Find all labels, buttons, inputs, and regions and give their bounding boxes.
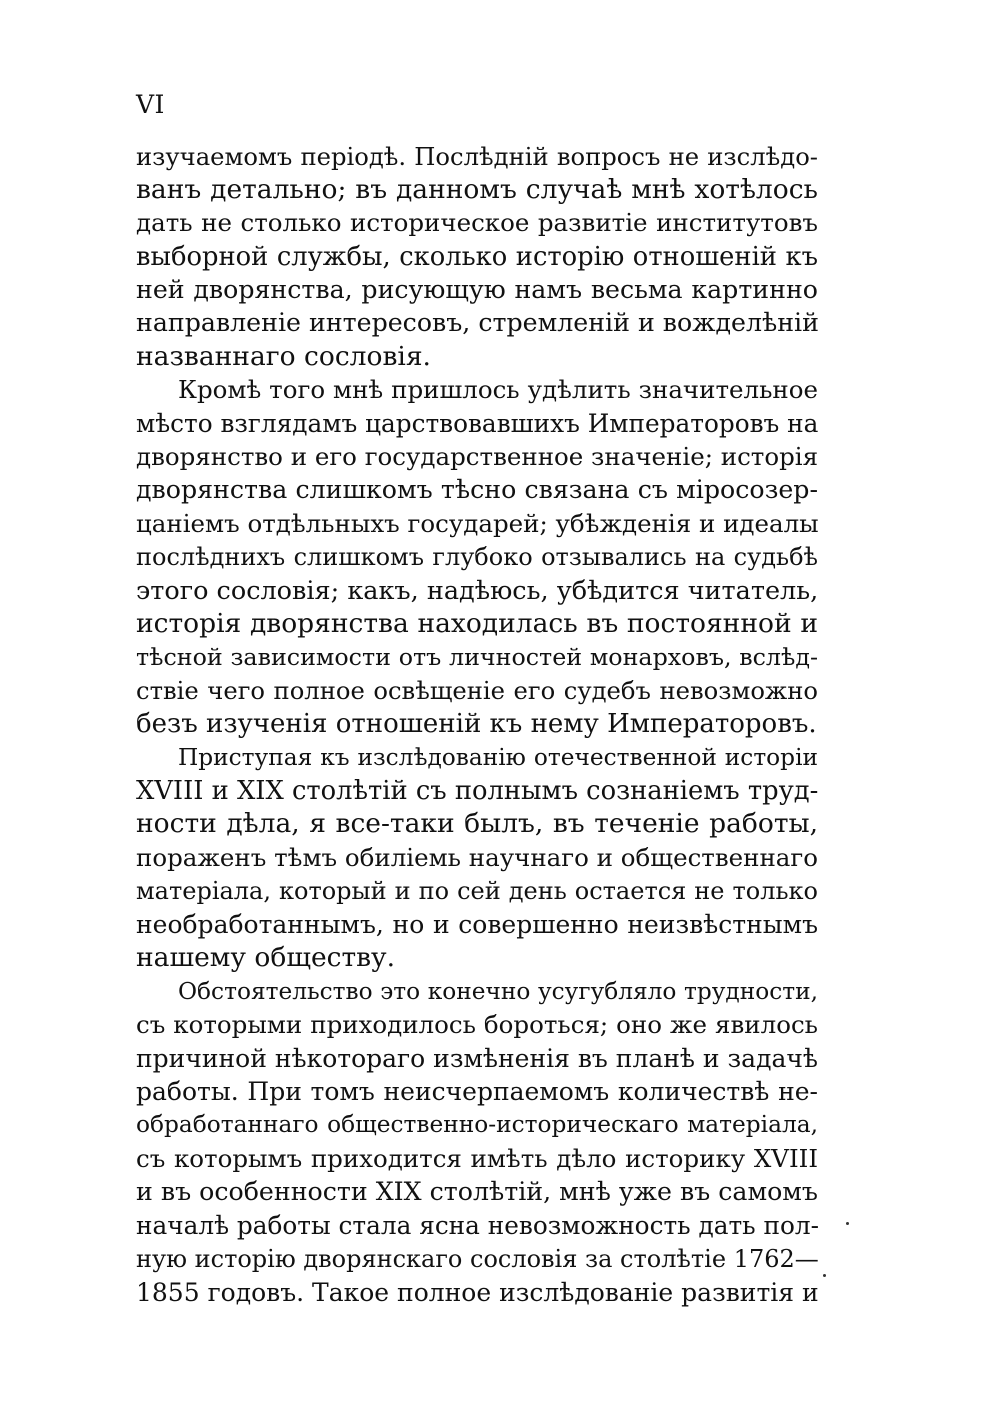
text-line: изучаемомъ періодѣ. Послѣдній вопросъ не изслѣдо-	[136, 142, 818, 171]
text-line: Приступая къ изслѣдованію отечественной исторіи	[178, 744, 818, 771]
text-line: 1855 годовъ. Такое полное изслѣдованіе развитія и	[136, 1278, 819, 1307]
text-line: матеріала, который и по сей день остается не только	[136, 877, 818, 905]
text-line: ствіе чего полное освѣщеніе его судебъ невозможно	[136, 676, 818, 705]
text-line: работы. При томъ неисчерпаемомъ количествѣ не-	[136, 1077, 818, 1106]
text-line: этого сословія; какъ, надѣюсь, убѣдится читатель,	[136, 576, 819, 606]
text-line: съ которымъ приходится имѣть дѣло историку XVIII	[136, 1144, 818, 1173]
text-line: дворянство и его государственное значеніе; исторія	[136, 442, 819, 471]
text-line: Кромѣ того мнѣ пришлось удѣлить значительное	[178, 375, 818, 404]
text-line: ней дворянства, рисующую намъ весьма картинно	[136, 275, 818, 304]
scan-speck	[823, 1274, 826, 1277]
text-line: цаніемъ отдѣльныхъ государей; убѣжденія и идеалы	[136, 509, 819, 538]
text-line: Обстоятельство это конечно усугубляло трудности,	[178, 978, 818, 1005]
text-line: ности дѣла, я все-таки былъ, въ теченіе работы,	[136, 808, 818, 839]
text-line: пораженъ тѣмъ обиліемь научнаго и общественнаго	[136, 843, 818, 872]
text-line: названнаго сословія.	[136, 341, 431, 372]
text-line: направленіе интересовъ, стремленій и вожделѣній	[136, 308, 819, 337]
text-line: дворянства слишкомъ тѣсно связана съ міросозер-	[136, 475, 818, 504]
text-line: дать не столько историческое развитіе институтовъ	[136, 208, 818, 237]
text-line: началѣ работы стала ясна невозможность дать пол-	[136, 1211, 819, 1240]
text-line: мѣсто взглядамъ царствовавшихъ Императоровъ на	[136, 409, 819, 438]
text-line: выборной службы, сколько исторію отношеній къ	[136, 242, 818, 272]
text-line: ную исторію дворянскаго сословія за столѣтіе 1762—	[136, 1245, 819, 1273]
text-line: тѣсной зависимости отъ личностей монарховъ, вслѣд-	[136, 643, 818, 671]
text-line: нашему обществу.	[136, 942, 396, 973]
text-line: исторія дворянства находилась въ постоянной и	[136, 608, 818, 639]
scan-speck	[846, 1222, 849, 1225]
text-line: ванъ детально; въ данномъ случаѣ мнѣ хотѣлось	[136, 174, 818, 205]
text-line: XVIII и XIX столѣтій съ полнымъ сознаніемъ труд-	[136, 776, 819, 806]
text-line: послѣднихъ слишкомъ глубоко отзывались на судьбѣ	[136, 543, 818, 571]
text-line: безъ изученія отношеній къ нему Императоровъ.	[136, 709, 817, 739]
text-line: причиной нѣкотораго измѣненія въ планѣ и задачѣ	[136, 1044, 818, 1073]
page-number: VI	[136, 90, 165, 119]
text-line: обработаннаго общественно-историческаго матеріала,	[136, 1111, 818, 1138]
text-line: и въ особенности XIX столѣтій, мнѣ уже въ самомъ	[136, 1177, 818, 1206]
text-line: съ которыми приходилось бороться; оно же явилось	[136, 1010, 818, 1039]
text-line: необработаннымъ, но и совершенно неизвѣстнымъ	[136, 910, 818, 939]
